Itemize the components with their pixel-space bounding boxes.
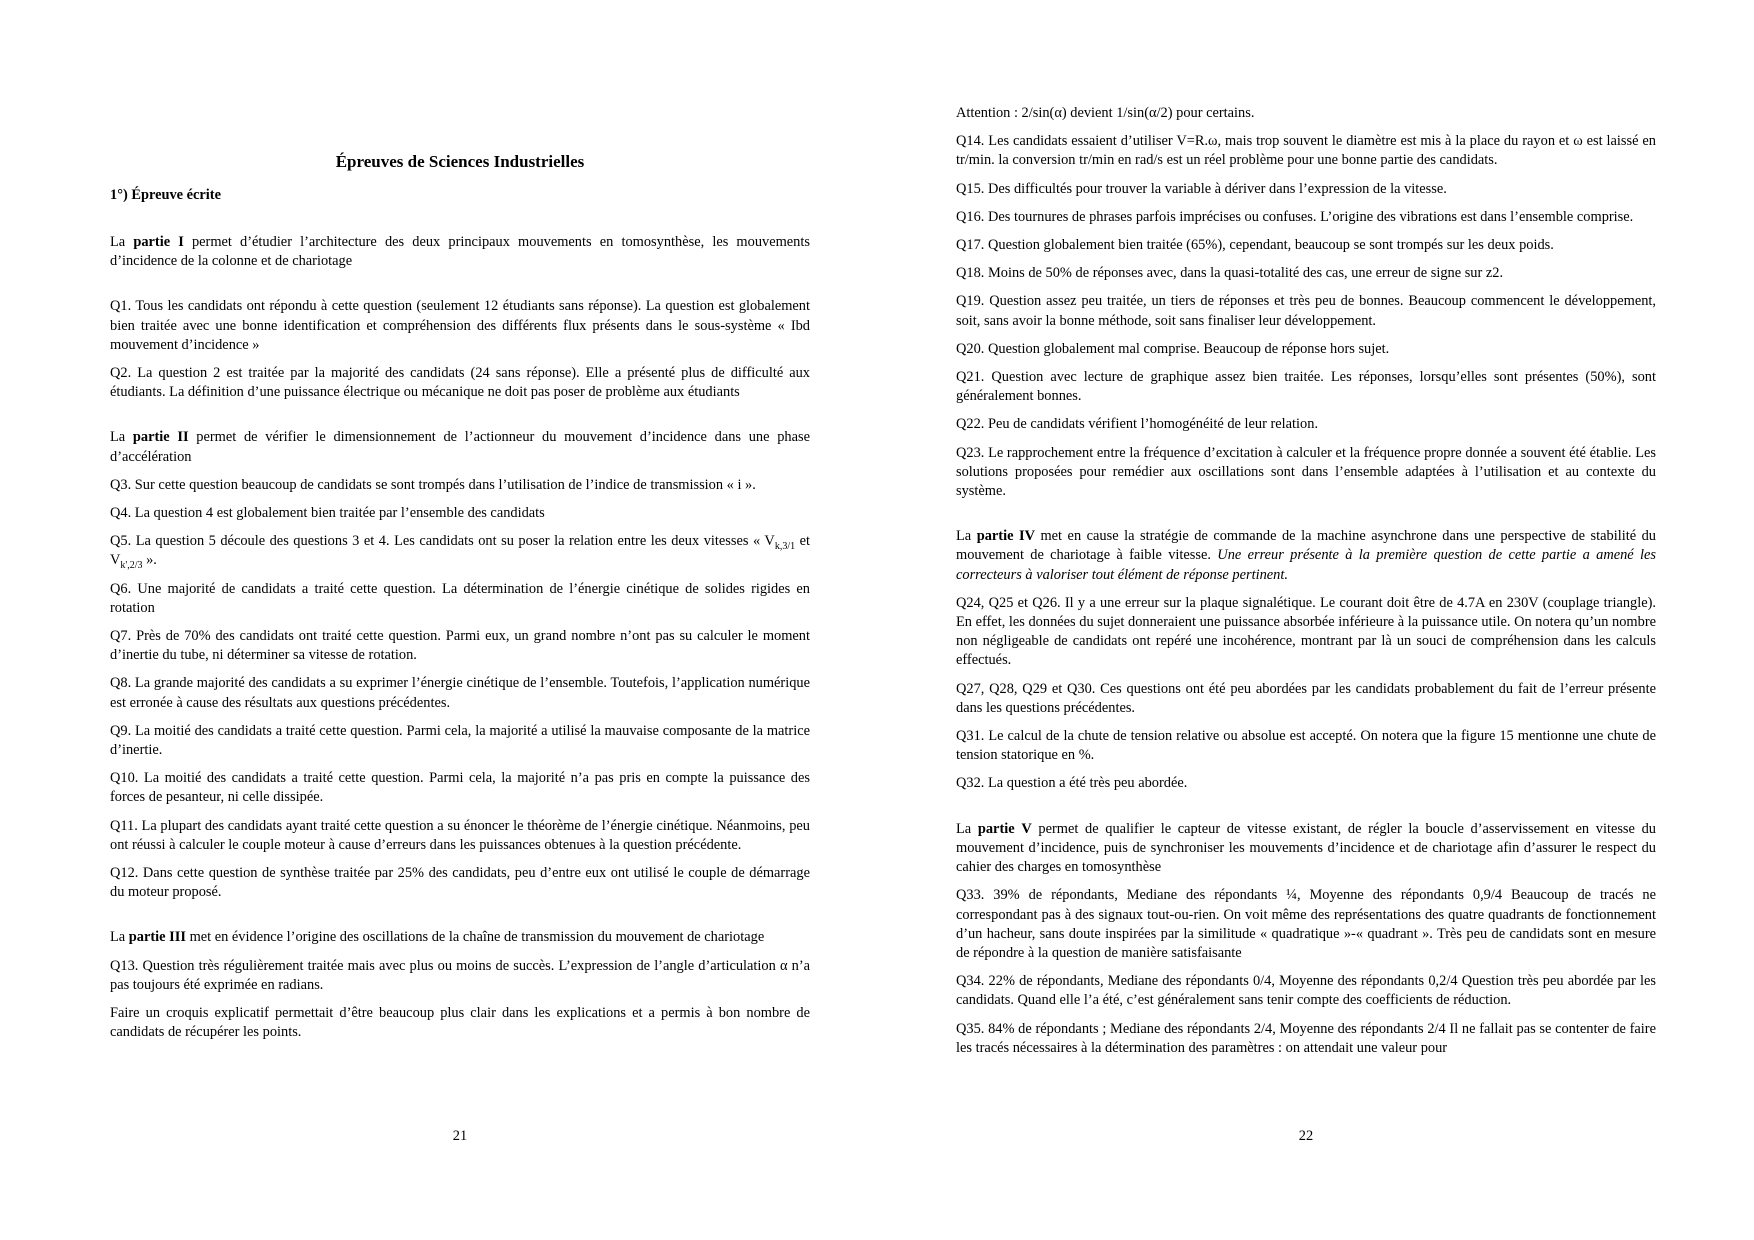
q34-paragraph: Q34. 22% de répondants, Mediane des répondants 0/4, Moyenne des répondants 0,2/4 Question très peu abordée par les candidats. Quand elle l’a été, c’est généralement sans tenir compte des coefficients de réduction. xyxy=(956,973,1656,1009)
section-heading: 1°) Épreuve écrite xyxy=(110,187,221,203)
q16-paragraph: Q16. Des tournures de phrases parfois imprécises ou confuses. L’origine des vibrations est dans l’ensemble comprise. xyxy=(956,208,1634,225)
page-number: 22 xyxy=(1298,1128,1314,1144)
q35-paragraph: Q35. 84% de répondants ; Mediane des répondants 2/4, Moyenne des répondants 2/4 Il ne fallait pas se contenter de faire les tracés nécessaires à la détermination des paramètres : on attendait une valeur pour xyxy=(956,1020,1656,1056)
q22-paragraph: Q22. Peu de candidats vérifient l’homogénéité de leur relation. xyxy=(956,416,1319,433)
q19-paragraph: Q19. Question assez peu traitée, un tiers de réponses et très peu de bonnes. Beaucoup commencent le développement, soit, sans avoir la bonne méthode, soit sans finaliser leur développement. xyxy=(956,293,1656,329)
partie-v-intro: La partie V permet de qualifier le capteur de vitesse existant, de régler la boucle d’asservissement en vitesse du mouvement d’incidence, puis de synchroniser les mouvements d’incidence et de chariotage afin d’assurer le respect du cahier des charges en tomosynthèse xyxy=(956,820,1656,876)
q13-paragraph: Q13. Question très régulièrement traitée mais avec plus ou moins de succès. L’expression de l’angle d’articulation α n’a pas toujours été exprimée en radians. xyxy=(110,957,810,993)
attention-note: Attention : 2/sin(α) devient 1/sin(α/2) pour certains. xyxy=(956,105,1255,121)
q12-paragraph: Q12. Dans cette question de synthèse traitée par 25% des candidats, peu d’entre eux ont utilisé le couple de démarrage du moteur proposé. xyxy=(110,865,810,901)
q21-paragraph: Q21. Question avec lecture de graphique assez bien traitée. Les réponses, lorsqu’elles sont présentes (50%), sont généralement bonnes. xyxy=(956,369,1656,405)
q31-paragraph: Q31. Le calcul de la chute de tension relative ou absolue est accepté. On notera que la figure 15 mentionne une chute de tension statorique en %. xyxy=(956,728,1656,764)
q1-paragraph: Q1. Tous les candidats ont répondu à cette question (seulement 12 étudiants sans réponse). La question est globalement bien traitée avec une bonne identification et compréhension des différents flux présents dans le sous-système « Ibd mouvement d’incidence » xyxy=(110,298,810,353)
q32-paragraph: Q32. La question a été très peu abordée. xyxy=(956,775,1188,792)
q10-paragraph: Q10. La moitié des candidats a traité cette question. Parmi cela, la majorité n’a pas pris en compte la puissance des forces de pesanteur, ni celle dissipée. xyxy=(110,770,810,806)
q20-paragraph: Q20. Question globalement mal comprise. Beaucoup de réponse hors sujet. xyxy=(956,340,1390,357)
croquis-paragraph: Faire un croquis explicatif permettait d’être beaucoup plus clair dans les explications et a permis à bon nombre de candidats de récupérer les points. xyxy=(110,1005,810,1041)
q18-paragraph: Q18. Moins de 50% de réponses avec, dans la quasi-totalité des cas, une erreur de signe sur z2. xyxy=(956,265,1504,282)
q17-paragraph: Q17. Question globalement bien traitée (65%), cependant, beaucoup se sont trompés sur les deux poids. xyxy=(956,237,1554,254)
q27-q30-paragraph: Q27, Q28, Q29 et Q30. Ces questions ont été peu abordées par les candidats probablement du fait de l’erreur présente dans les questions précédentes. xyxy=(956,680,1656,716)
q23-paragraph: Q23. Le rapprochement entre la fréquence d’excitation à calculer et la fréquence propre donnée a souvent été établie. Les solutions proposées pour remédier aux oscillations sont dans l’ensemble adaptées à l’utilisation et au contexte du système. xyxy=(956,444,1656,500)
q4-paragraph: Q4. La question 4 est globalement bien traitée par l’ensemble des candidats xyxy=(110,505,545,522)
q7-paragraph: Q7. Près de 70% des candidats ont traité cette question. Parmi eux, un grand nombre n’ont pas su calculer le moment d’inertie du tube, ni déterminer sa vitesse de rotation. xyxy=(110,628,810,664)
page-left xyxy=(110,0,810,1240)
q33-paragraph: Q33. 39% de répondants, Mediane des répondants ¼, Moyenne des répondants 0,9/4 Beaucoup de tracés ne correspondant pas à des signaux tout-ou-rien. On voit même des représentations des quatre quadrants de fonctionnement d’un hacheur, sans doute inspirées par la similitude « quadratique »-« quadrant ». Très peu de candidats sont en mesure de répondre à la question de manière satisfaisante xyxy=(956,887,1656,961)
q11-paragraph: Q11. La plupart des candidats ayant traité cette question a su énoncer le théorème de l’énergie cinétique. Néanmoins, peu ont réussi à calculer le couple moteur à cause d’erreurs dans les puissances obtenues à la question précédente. xyxy=(110,817,810,853)
partie-i-intro: La partie I permet d’étudier l’architecture des deux principaux mouvements en tomosynthèse, les mouvements d’incidence de la colonne et de chariotage xyxy=(110,234,810,270)
partie-iv-intro: La partie IV met en cause la stratégie de commande de la machine asynchrone dans une perspective de stabilité du mouvement de chariotage à faible vitesse. Une erreur présente à la première question de cette partie a amené les correcteurs à valoriser tout élément de réponse pertinent. xyxy=(956,528,1656,583)
partie-iii-intro: La partie III met en évidence l’origine des oscillations de la chaîne de transmission du mouvement de chariotage xyxy=(110,929,765,946)
q3-paragraph: Q3. Sur cette question beaucoup de candidats se sont trompés dans l’utilisation de l’indice de transmission « i ». xyxy=(110,476,756,493)
q6-paragraph: Q6. Une majorité de candidats a traité cette question. La détermination de l’énergie cinétique de solides rigides en rotation xyxy=(110,580,810,616)
partie-ii-intro: La partie II permet de vérifier le dimensionnement de l’actionneur du mouvement d’incidence dans une phase d’accélération xyxy=(110,429,810,465)
page-number: 21 xyxy=(452,1128,468,1144)
page-right xyxy=(956,0,1656,1240)
q5-paragraph: Q5. La question 5 découle des questions 3 et 4. Les candidats ont su poser la relation entre les deux vitesses « $V_{k,3/1}$ et $V_{k',2/3}$ ». xyxy=(110,533,810,572)
q14-paragraph: Q14. Les candidats essaient d’utiliser V=R.ω, mais trop souvent le diamètre est mis à la place du rayon et ω est laissé en tr/min. la conversion tr/min en rad/s est un réel problème pour une bonne partie des candidats. xyxy=(956,133,1656,169)
q2-paragraph: Q2. La question 2 est traitée par la majorité des candidats (24 sans réponse). Elle a présenté plus de difficulté aux étudiants. La définition d’une puissance électrique ou mécanique ne doit pas poser de problème aux étudiants xyxy=(110,365,810,401)
q15-paragraph: Q15. Des difficultés pour trouver la variable à dériver dans l’expression de la vitesse. xyxy=(956,180,1447,197)
q9-paragraph: Q9. La moitié des candidats a traité cette question. Parmi cela, la majorité a utilisé la mauvaise composante de la matrice d’inertie. xyxy=(110,722,810,759)
q24-q26-paragraph: Q24, Q25 et Q26. Il y a une erreur sur la plaque signalétique. Le courant doit être de 4.7A en 230V (couplage triangle). En effet, les données du sujet donneraient une puissance absorbée inférieure à la puissance utile. On notera qu’un nombre non négligeable de candidats ont repéré une incohérence, montrant par là un souci de compréhension dans les calculs effectués. xyxy=(956,594,1656,669)
page-title: Épreuves de Sciences Industrielles xyxy=(335,152,585,171)
q8-paragraph: Q8. La grande majorité des candidats a su exprimer l’énergie cinétique de l’ensemble. Toutefois, l’application numérique est erronée à cause des résultats aux questions précédentes. xyxy=(110,675,810,711)
